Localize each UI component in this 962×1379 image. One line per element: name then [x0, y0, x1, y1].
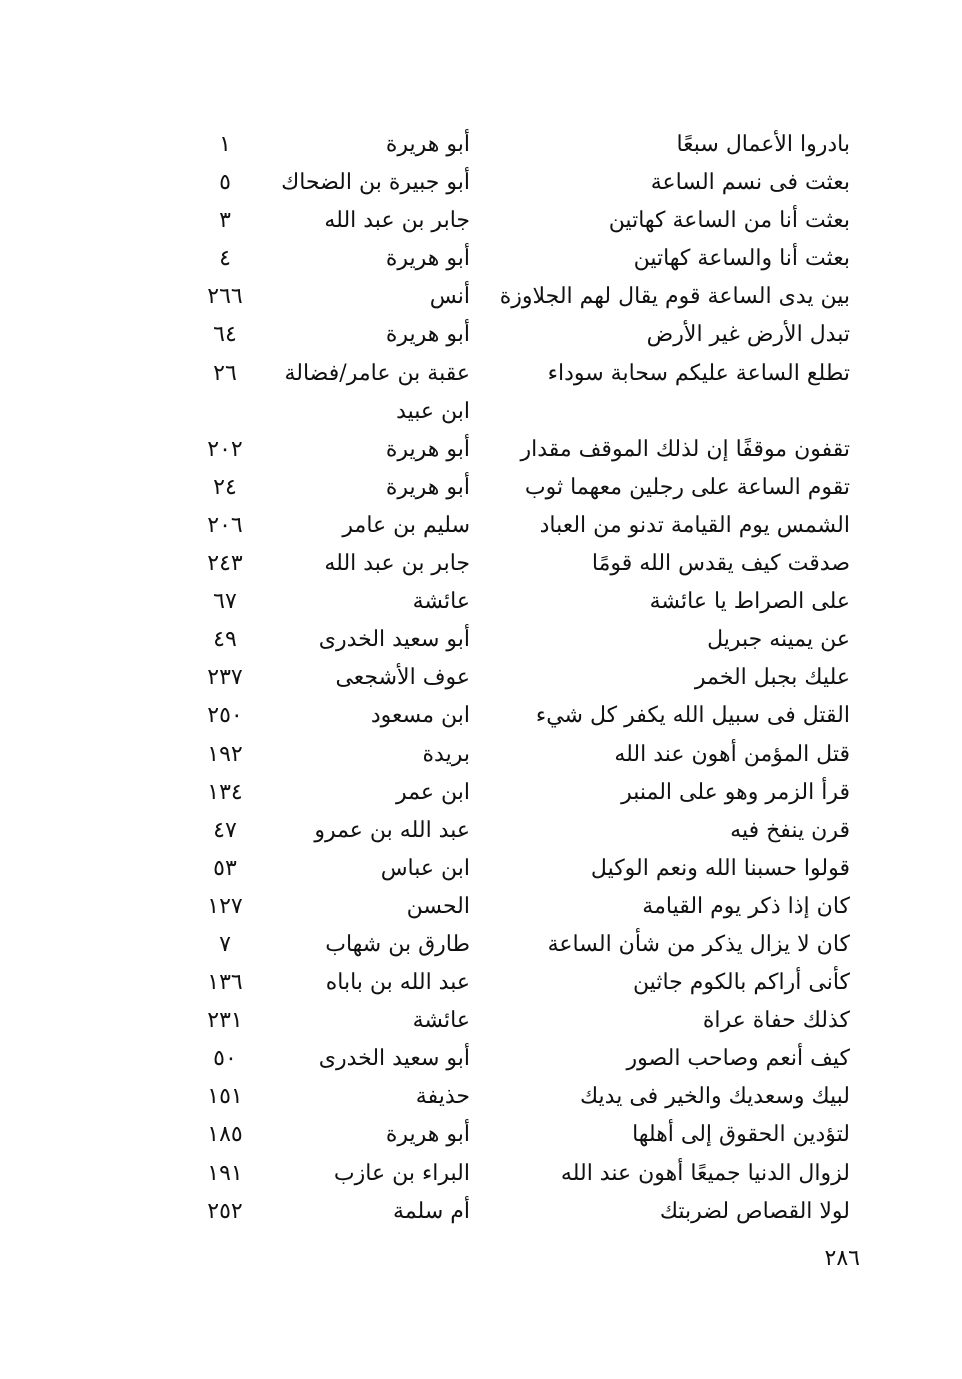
hadith-index-table — [190, 128, 850, 1233]
hadith-number: ٥٠ — [213, 1046, 237, 1072]
narrator-name: أبو هريرة — [385, 132, 470, 157]
hadith-number: ٢٣١ — [207, 1008, 243, 1034]
hadith-number: ٧ — [219, 931, 231, 957]
hadith-number: ٢٠٦ — [207, 512, 243, 538]
narrator-name: أبو هريرة — [385, 246, 470, 272]
hadith-number: ١٣٤ — [207, 779, 243, 805]
hadith-text: قولوا حسبنا الله ونعم الوكيل — [590, 855, 850, 881]
index-row — [190, 699, 850, 737]
hadith-number: ٤ — [219, 246, 231, 272]
hadith-text: صدقت كيف يقدس الله قومًا — [591, 551, 850, 577]
hadith-number: ١ — [219, 132, 231, 157]
hadith-text: قتل المؤمن أهون عند الله — [614, 741, 850, 767]
hadith-text: تقفون موقفًا إن لذلك الموقف مقدار — [520, 436, 850, 462]
hadith-number: ٢٥٠ — [207, 703, 243, 729]
hadith-text: كيف أنعم وصاحب الصور — [626, 1046, 850, 1072]
index-row — [190, 128, 850, 166]
hadith-text: تبدل الأرض غير الأرض — [646, 322, 850, 348]
narrator-name: أبو هريرة — [385, 474, 470, 500]
index-row — [190, 166, 850, 204]
narrator-name: طارق بن شهاب — [325, 931, 470, 957]
narrator-name: ابن مسعود — [370, 703, 470, 729]
index-row — [190, 1080, 850, 1118]
hadith-text: كان إذا ذكر يوم القيامة — [642, 893, 850, 919]
hadith-text: عن يمينه جبريل — [707, 627, 850, 653]
hadith-text: القتل فى سبيل الله يكفر كل شيء — [535, 703, 850, 729]
narrator-name: سليم بن عامر — [342, 512, 470, 538]
hadith-text: بعثت أنا والساعة كهاتين — [633, 246, 850, 272]
index-row — [190, 623, 850, 661]
narrator-name: ابن عمر — [396, 779, 470, 805]
hadith-text: كأنى أراكم بالكوم جاثين — [632, 970, 850, 996]
narrator-name: جابر بن عبد الله — [324, 208, 470, 234]
index-row — [190, 776, 850, 814]
narrator-name: جابر بن عبد الله — [324, 551, 470, 577]
hadith-text: بعثت أنا من الساعة كهاتين — [608, 208, 850, 234]
hadith-number: ٣ — [219, 208, 231, 234]
index-row — [190, 1042, 850, 1080]
index-row — [190, 395, 850, 433]
hadith-number: ٢٦ — [213, 360, 237, 386]
narrator-name: الحسن — [406, 893, 470, 919]
hadith-number: ١٩٢ — [207, 741, 243, 767]
narrator-name: عبد الله بن عمرو — [314, 817, 470, 843]
index-row — [190, 814, 850, 852]
narrator-name: أنس — [429, 284, 470, 310]
hadith-text: تقوم الساعة على رجلين معهما ثوب — [524, 474, 850, 500]
narrator-name: أبو سعيد الخدرى — [318, 1046, 470, 1072]
index-row — [190, 547, 850, 585]
hadith-text: لولا القصاص لضربتك — [659, 1198, 850, 1224]
hadith-text: الشمس يوم القيامة تدنو من العباد — [539, 512, 850, 538]
narrator-name: بريدة — [422, 741, 470, 767]
index-row — [190, 890, 850, 928]
index-row — [190, 204, 850, 242]
hadith-number: ٢٠٢ — [207, 436, 243, 462]
hadith-text: لزوال الدنيا جميعًا أهون عند الله — [560, 1160, 850, 1186]
hadith-text: بادروا الأعمال سبعًا — [676, 132, 850, 157]
index-row — [190, 280, 850, 318]
index-row — [190, 471, 850, 509]
narrator-name: أم سلمة — [393, 1198, 470, 1224]
index-row — [190, 585, 850, 623]
index-row — [190, 928, 850, 966]
hadith-number: ٢٥٢ — [207, 1198, 243, 1224]
index-row — [190, 318, 850, 356]
hadith-number: ١٩١ — [207, 1160, 243, 1186]
hadith-number: ٥ — [219, 170, 231, 196]
hadith-text: كان لا يزال يذكر من شأن الساعة — [547, 931, 850, 957]
narrator-name: البراء بن عازب — [333, 1160, 470, 1186]
hadith-number: ٤٧ — [213, 817, 237, 843]
hadith-text: قرن ينفخ فيه — [730, 817, 850, 843]
hadith-text: بعثت فى نسم الساعة — [650, 170, 850, 196]
index-row — [190, 1004, 850, 1042]
index-row — [190, 509, 850, 547]
narrator-name: عائشة — [412, 589, 470, 615]
narrator-name: عوف الأشجعى — [335, 665, 470, 691]
hadith-text: كذلك حفاة عراة — [702, 1008, 850, 1034]
hadith-number: ١٨٥ — [207, 1122, 243, 1148]
narrator-name: عائشة — [412, 1008, 470, 1034]
hadith-number: ٢٤ — [213, 474, 237, 500]
hadith-text: عليك بجبل الخمر — [694, 665, 850, 691]
index-row — [190, 966, 850, 1004]
hadith-text: على الصراط يا عائشة — [649, 589, 850, 615]
hadith-text: لبيك وسعديك والخير فى يديك — [580, 1084, 850, 1110]
narrator-name: ابن عباس — [380, 855, 470, 881]
narrator-name: ابن عبيد — [396, 398, 470, 424]
index-row — [190, 242, 850, 280]
narrator-name: أبو جبيرة بن الضحاك — [281, 170, 470, 196]
narrator-name: أبو سعيد الخدرى — [318, 627, 470, 653]
narrator-name: أبو هريرة — [385, 1122, 470, 1148]
index-row — [190, 852, 850, 890]
index-row — [190, 661, 850, 699]
narrator-name: أبو هريرة — [385, 322, 470, 348]
hadith-number: ١٥١ — [207, 1084, 243, 1110]
hadith-text: بين يدى الساعة قوم يقال لهم الجلاوزة — [499, 284, 850, 310]
index-row — [190, 738, 850, 776]
index-row — [190, 1195, 850, 1233]
narrator-name: أبو هريرة — [385, 436, 470, 462]
hadith-number: ٦٤ — [213, 322, 237, 348]
hadith-number: ٦٧ — [213, 589, 237, 615]
hadith-number: ١٣٦ — [207, 970, 243, 996]
hadith-number: ٢٣٧ — [207, 665, 243, 691]
narrator-name: حذيفة — [415, 1084, 470, 1110]
hadith-number: ٢٦٦ — [207, 284, 243, 310]
hadith-text: تطلع الساعة عليكم سحابة سوداء — [547, 360, 850, 386]
page-number: ٢٨٦ — [824, 1246, 860, 1271]
hadith-number: ١٢٧ — [207, 893, 243, 919]
index-row — [190, 1118, 850, 1156]
hadith-text: قرأ الزمر وهو على المنبر — [621, 779, 850, 805]
hadith-number: ٤٩ — [213, 627, 237, 653]
index-row — [190, 357, 850, 395]
hadith-text: لتؤدين الحقوق إلى أهلها — [632, 1122, 850, 1148]
narrator-name: عقبة بن عامر/فضالة — [284, 360, 470, 386]
narrator-name: عبد الله بن باباه — [325, 970, 470, 996]
hadith-number: ٥٣ — [213, 855, 237, 881]
index-row — [190, 1157, 850, 1195]
index-row — [190, 433, 850, 471]
hadith-number: ٢٤٣ — [207, 551, 243, 577]
